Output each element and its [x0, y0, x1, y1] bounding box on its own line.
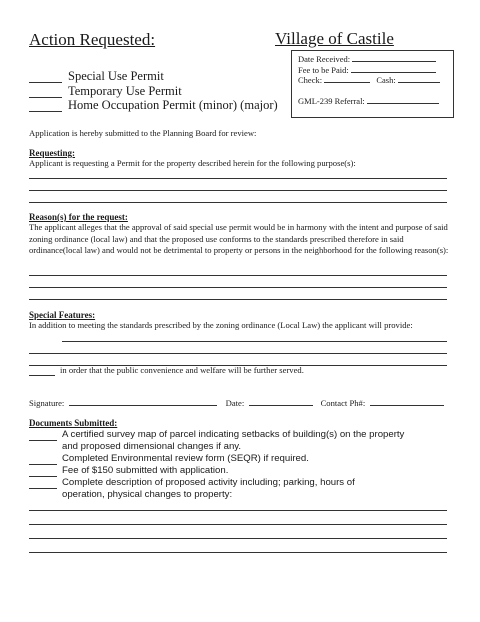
description-line-2[interactable]	[29, 524, 447, 525]
gml-referral-field[interactable]	[367, 103, 439, 104]
contact-phone-field[interactable]	[370, 405, 444, 406]
date-field[interactable]	[249, 405, 313, 406]
description-line-4[interactable]	[29, 552, 447, 553]
description-line-1[interactable]	[29, 510, 447, 511]
requesting-text: Applicant is requesting a Permit for the property described herein for the following purpose(s):	[29, 158, 356, 168]
special-line-2[interactable]	[29, 353, 447, 354]
gml-referral-row	[298, 96, 439, 106]
date-received-field[interactable]	[352, 61, 436, 62]
intro-text: Application is hereby submitted to the Planning Board for review:	[29, 128, 257, 138]
check-label: Check:	[298, 75, 323, 85]
requesting-line-1[interactable]	[29, 178, 447, 179]
signature-row	[29, 398, 444, 408]
reasons-line-1[interactable]	[29, 275, 447, 276]
fee-paid-field[interactable]	[351, 72, 436, 73]
permit-checkbox-home-occupation[interactable]	[29, 111, 62, 112]
signature-label: Signature:	[29, 398, 65, 408]
date-received-row	[298, 54, 436, 64]
permit-label-temporary-use: Temporary Use Permit	[68, 84, 182, 98]
document-checkbox-fee[interactable]	[29, 476, 57, 477]
signature-field[interactable]	[69, 405, 217, 406]
special-features-text: In addition to meeting the standards prescribed by the zoning ordinance (Local Law) the applicant will provide:	[29, 320, 413, 330]
reasons-line-2[interactable]	[29, 287, 447, 288]
contact-phone-label: Contact Ph#:	[320, 398, 366, 408]
check-field[interactable]	[324, 82, 370, 83]
reasons-line-3[interactable]	[29, 299, 447, 300]
special-features-heading: Special Features:	[29, 310, 96, 320]
document-item-seqr: Completed Environmental review form (SEQR) if required.	[62, 453, 309, 464]
description-line-3[interactable]	[29, 538, 447, 539]
special-closing-text: in order that the public convenience and welfare will be further served.	[60, 365, 304, 375]
document-checkbox-description[interactable]	[29, 488, 57, 489]
requesting-line-2[interactable]	[29, 190, 447, 191]
page-title: Action Requested:	[29, 30, 156, 49]
documents-heading: Documents Submitted:	[29, 418, 118, 428]
village-name: Village of Castile	[275, 29, 394, 48]
special-closing-blank[interactable]	[29, 375, 55, 376]
permit-checkbox-temporary-use[interactable]	[29, 97, 62, 98]
document-item-description: Complete description of proposed activity including; parking, hours of	[62, 477, 355, 488]
document-checkbox-survey[interactable]	[29, 440, 57, 441]
special-provide-line[interactable]	[62, 341, 447, 342]
reasons-text: The applicant alleges that the approval of said special use permit would be in harmony with the intent and purpose of said zoning ordinance (local law) and that the proposed use conforms to the standards prescribed therefore in said ordinance(local law) and would not be detrimental to property or persons in the neighborhood for the following reason(s):	[29, 222, 449, 255]
fee-paid-row	[298, 65, 436, 75]
permit-checkbox-special-use[interactable]	[29, 82, 62, 83]
document-checkbox-seqr[interactable]	[29, 464, 57, 465]
document-item-survey-cont: and proposed dimensional changes if any.	[62, 441, 242, 452]
document-item-fee: Fee of $150 submitted with application.	[62, 465, 229, 476]
payment-row	[298, 75, 440, 85]
date-label: Date:	[225, 398, 245, 408]
gml-referral-label: GML-239 Referral:	[298, 96, 365, 106]
document-item-description-cont: operation, physical changes to property:	[62, 489, 233, 500]
permit-label-home-occupation: Home Occupation Permit (minor) (major)	[68, 98, 278, 112]
document-item-survey: A certified survey map of parcel indicating setbacks of building(s) on the property	[62, 429, 405, 440]
reasons-heading: Reason(s) for the request:	[29, 212, 128, 222]
requesting-heading: Requesting:	[29, 148, 76, 158]
date-received-label: Date Received:	[298, 54, 351, 64]
cash-label: Cash:	[376, 75, 396, 85]
fee-paid-label: Fee to be Paid:	[298, 65, 349, 75]
cash-field[interactable]	[398, 82, 440, 83]
permit-label-special-use: Special Use Permit	[68, 69, 164, 83]
requesting-line-3[interactable]	[29, 202, 447, 203]
